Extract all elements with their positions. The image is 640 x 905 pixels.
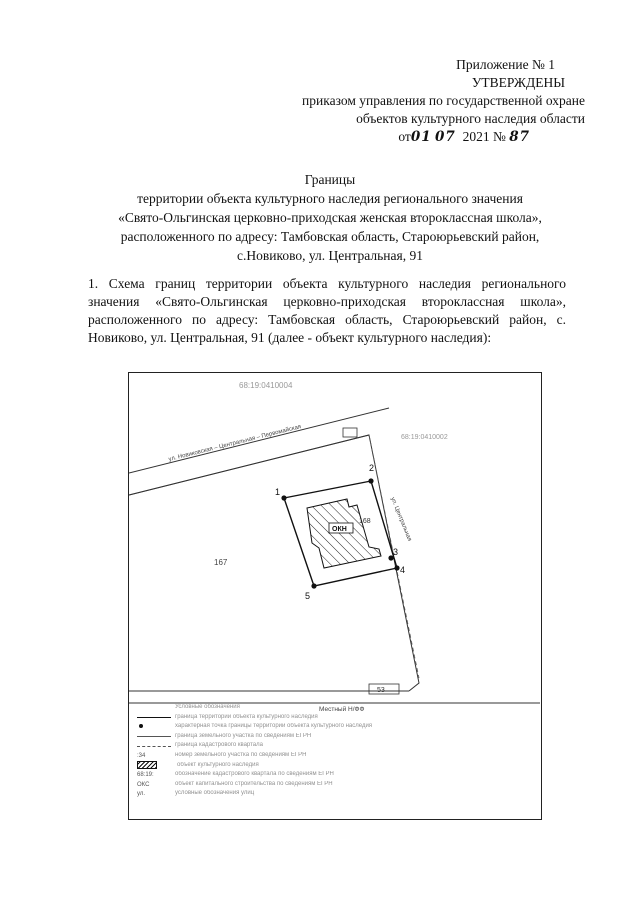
parcel-top-label: 68:19:0410004 [239, 381, 293, 390]
point-label-3: 3 [393, 547, 399, 557]
point-label-2: 2 [369, 463, 375, 473]
road-right-label: ул. Центральная [389, 496, 413, 543]
order-line-1: приказом управления по государственной охране [302, 93, 585, 108]
parcel-line-icon [137, 736, 171, 737]
title-line-3: расположенного по адресу: Тамбовская область, Староюрьевский район, [120, 229, 540, 244]
bottom-small-label: 53 [377, 687, 385, 694]
building-code-label: 168 [359, 518, 371, 525]
legend-title: Условные обозначения [175, 704, 240, 710]
boundary-point-1 [281, 495, 286, 500]
boundary-point-2 [368, 478, 373, 483]
bottom-street-label: Местный Н/ФФ [319, 706, 365, 713]
approved-label: УТВЕРЖДЕНЫ [471, 75, 565, 90]
legend-row: граница кадастрового квартала [137, 741, 537, 751]
road-top-label: ул. Новиковская – Центральная – Первомайская [168, 424, 302, 463]
parcel-right-label: 68:19:0410002 [401, 434, 448, 441]
point-label-1: 1 [275, 487, 281, 497]
legend-row: характерная точка границы территории объекта культурного наследия [137, 722, 537, 732]
legend-row: граница территории объекта культурного наследия [137, 713, 537, 723]
map-legend [137, 703, 537, 799]
point-label-4: 4 [400, 565, 406, 575]
dashed-line-icon [137, 746, 171, 747]
handwritten-day: 01 [410, 129, 432, 145]
date-year: 2021 [462, 129, 490, 144]
point-icon [137, 723, 171, 731]
point-label-5: 5 [305, 591, 311, 601]
title-heading: Границы [304, 172, 356, 187]
legend-row: :34 номер земельного участка по сведениям ЕГРН [137, 751, 307, 759]
boundary-point-5 [311, 583, 316, 588]
quarter-code-icon: 68:19: [137, 771, 154, 778]
boundary-point-4 [394, 565, 399, 570]
parcel-167-outline [129, 435, 419, 691]
legend-row: объект культурного наследия [137, 761, 537, 771]
okn-label: ОКН [332, 526, 347, 533]
legend-row: граница земельного участка по сведениям ЕГРН [137, 732, 537, 742]
street-icon: ул. [137, 791, 146, 798]
legend-row: ул. условные обозначения улиц [137, 790, 255, 798]
appendix-label: Приложение № 1 [456, 57, 555, 72]
order-date-number [302, 128, 585, 146]
legend-row: ОКС объект капитального строительства по сведениям ЕГРН [137, 780, 333, 788]
number-sign: № [492, 129, 506, 144]
hatched-box-icon [137, 761, 157, 769]
building-code-icon: ОКС [137, 781, 150, 788]
section-1-paragraph: 1. Схема границ территории объекта культурного наследия регионального значения «Свято-Ольгинская церковно-приходская второклассная школа», расположенного по адресу: Тамбовская область, Староюрьевский район, с. Новиково, ул. Центральная, 91 (далее - объект культурного наследия): [88, 276, 566, 345]
title-line-2: «Свято-Ольгинская церковно-приходская женская второклассная школа», [118, 210, 542, 225]
handwritten-number: 87 [509, 129, 530, 145]
title-line-4: с.Новиково, ул. Центральная, 91 [237, 248, 423, 263]
small-structure [343, 428, 357, 437]
okn-building [307, 499, 381, 568]
legend-title-row [137, 703, 537, 713]
left-parcel-label: 167 [214, 558, 228, 567]
handwritten-month: 07 [435, 129, 456, 145]
legend-row: 68:19: обозначение кадастрового квартала по сведениям ЕГРН [137, 771, 334, 778]
date-prefix: от [398, 129, 411, 144]
title-line-1: территории объекта культурного наследия регионального значения [137, 191, 523, 206]
order-line-2: объектов культурного наследия области [356, 111, 585, 126]
number-sample-icon: :34 [137, 752, 146, 759]
approval-block [302, 56, 585, 146]
document-title [95, 170, 565, 265]
boundary-line-icon [137, 717, 171, 718]
boundary-scheme-map [128, 372, 542, 820]
